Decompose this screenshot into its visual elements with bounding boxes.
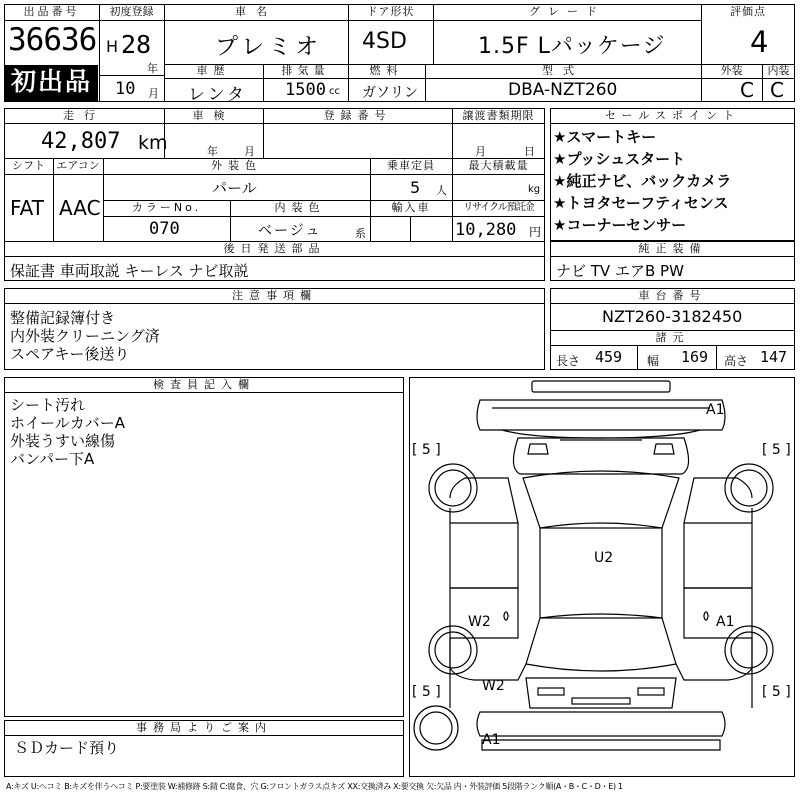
capacity-label: 乗車定員: [387, 159, 435, 172]
width-label: 幅: [647, 354, 660, 368]
fuel-label: 燃料: [369, 64, 404, 77]
model-label: 型式: [542, 64, 584, 77]
inspection-month-unit: 月: [244, 145, 255, 158]
score-label: 評価点: [730, 5, 766, 18]
front-edge-shape: [532, 381, 670, 392]
tread-front-left: [ 5 ]: [412, 442, 441, 458]
interior-color-label: 内装色: [274, 201, 326, 214]
dimensions-label: 諸元: [655, 331, 690, 344]
recycle-deposit: 10,280: [455, 220, 517, 240]
displacement: 1500: [285, 80, 326, 100]
ac-label: エアコン: [56, 159, 100, 172]
damage-legend: A:キズ U:ヘコミ B:キズを伴うヘコミ P:要塗装 W:補修跡 S:錆 C:腐食、穴 G:フロントガラス点キズ XX:交換済み X:要交換 欠:欠品 内・外装評価 5段階ランク順(A・B・C・D・E) 1: [6, 782, 623, 791]
capacity: 5: [410, 178, 421, 197]
lot-number: 36636: [8, 22, 97, 58]
inspector-line: シート汚れ: [10, 396, 86, 414]
chassis-number: NZT260-3182450: [602, 307, 743, 326]
color-number-label: カラーNo.: [131, 201, 202, 214]
shift-label: シフト: [12, 159, 45, 172]
note-line: スペアキー後送り: [10, 345, 130, 363]
sales-point: ★スマートキー: [553, 128, 657, 146]
notes-label: 注意事項欄: [232, 289, 317, 302]
capacity-unit: 人: [436, 184, 447, 197]
ac: AAC: [59, 196, 101, 220]
interior-color-unit: 系: [355, 227, 366, 240]
length: 459: [595, 348, 623, 366]
mark-front-bumper: A1: [706, 402, 725, 418]
width: 169: [681, 348, 709, 366]
fuel: ガソリン: [362, 85, 418, 101]
height-label: 高さ: [724, 354, 749, 368]
registration-year: 28: [121, 30, 152, 59]
mileage-label: 走行: [63, 109, 105, 122]
plate-label: 登録番号: [323, 109, 392, 122]
office-note: ＳＤカード預り: [14, 739, 120, 757]
transfer-label: 譲渡書類期限: [462, 109, 535, 122]
interior-label: 内装: [767, 64, 790, 77]
door-label: ドア形状: [366, 5, 415, 18]
later-parts-label: 後日発送部品: [223, 242, 326, 255]
sales-point: ★トヨタセーフティセンス: [553, 194, 729, 212]
office-label: 事務局よりご案内: [136, 721, 272, 734]
history-label: 車歴: [196, 64, 231, 77]
car-history: レンタ: [188, 85, 247, 105]
grade-label: グレード: [529, 5, 605, 18]
tread-rear-left: [ 5 ]: [412, 684, 441, 700]
import-label: 輸入車: [391, 201, 431, 214]
chassis-label: 車台番号: [638, 289, 707, 302]
right-front-door-shape: [684, 523, 752, 588]
mark-left-rear-fender: W2: [482, 678, 505, 694]
inspection-label: 車検: [192, 109, 235, 122]
inspector-line: ホイールカバーA: [10, 414, 125, 432]
later-parts: 保証書 車両取説 キーレス ナビ取説: [10, 262, 249, 280]
right-rear-door-shape: [684, 588, 752, 638]
height: 147: [760, 348, 788, 366]
damage-diagram: [409, 377, 795, 777]
car-name: プレミオ: [215, 34, 323, 60]
month-unit: 月: [148, 87, 159, 100]
length-label: 長さ: [556, 354, 581, 368]
mileage: 42,807: [41, 129, 121, 154]
car-name-label: 車名: [235, 5, 277, 18]
sales-points-label: セールスポイント: [604, 109, 740, 122]
displacement-unit: cc: [329, 86, 340, 97]
exterior-color: パール: [212, 179, 257, 197]
inspector-line: 外装うすい線傷: [10, 432, 116, 450]
interior-grade: C: [770, 78, 784, 102]
load-label: 最大積載量: [468, 159, 529, 172]
displacement-label: 排気量: [281, 64, 330, 77]
inspector-line: バンパー下A: [10, 450, 95, 468]
note-line: 整備記録簿付き: [10, 309, 116, 327]
mileage-unit: km: [138, 132, 168, 154]
tread-rear-right: [ 5 ]: [762, 684, 791, 700]
era: H: [106, 37, 119, 56]
rear-left-wheel-shape: [429, 626, 477, 674]
genuine-equipment-label: 純正装備: [638, 242, 707, 255]
mark-right-rear-door: A1: [716, 614, 735, 630]
color-label: 外装色: [211, 159, 262, 172]
first-registration-label: 初度登録: [109, 5, 154, 18]
hood-shape: [513, 438, 688, 474]
note-line: 内外装クリーニング済: [10, 327, 160, 345]
recycle-label: リサイクル預託金: [463, 202, 534, 213]
tread-front-right: [ 5 ]: [762, 442, 791, 458]
mark-roof: U2: [594, 550, 614, 566]
sales-point: ★プッシュスタート: [553, 150, 686, 168]
model-code: DBA-NZT260: [508, 80, 618, 100]
color-number: 070: [149, 219, 180, 239]
left-front-door-shape: [450, 523, 518, 588]
transfer-day-unit: 日: [524, 145, 535, 158]
exterior-label: 外装: [720, 64, 743, 77]
rear-right-wheel-shape: [725, 626, 773, 674]
sales-point: ★純正ナビ、バックカメラ: [553, 172, 732, 190]
registration-month: 10: [115, 79, 136, 99]
mark-left-rear-door: W2: [468, 614, 491, 630]
windshield-shape: [523, 471, 679, 528]
score: 4: [750, 25, 769, 59]
rear-bumper-shape: [477, 712, 725, 736]
door-type: 4SD: [362, 29, 407, 54]
rear-window-shape: [526, 614, 676, 671]
year-unit: 年: [147, 62, 158, 75]
grade: 1.5F Lパッケージ: [478, 34, 666, 59]
load-unit: kg: [528, 184, 541, 195]
roof-shape: [540, 528, 662, 618]
mark-rear-bumper: A1: [482, 732, 501, 748]
recycle-unit: 円: [529, 225, 542, 239]
shift: FAT: [10, 196, 45, 220]
front-bumper-shape: [477, 400, 725, 430]
transfer-month-unit: 月: [475, 145, 486, 158]
inspection-year-unit: 年: [207, 145, 218, 158]
genuine-equipment: ナビ TV エアB PW: [556, 262, 684, 280]
sales-point: ★コーナーセンサー: [553, 216, 687, 234]
exterior-grade: C: [740, 78, 754, 102]
interior-color: ベージュ: [258, 223, 322, 239]
first-listing-badge: 初出品: [5, 65, 98, 101]
lot-number-label: 出品番号: [23, 5, 80, 18]
inspector-label: 検査員記入欄: [153, 378, 255, 391]
